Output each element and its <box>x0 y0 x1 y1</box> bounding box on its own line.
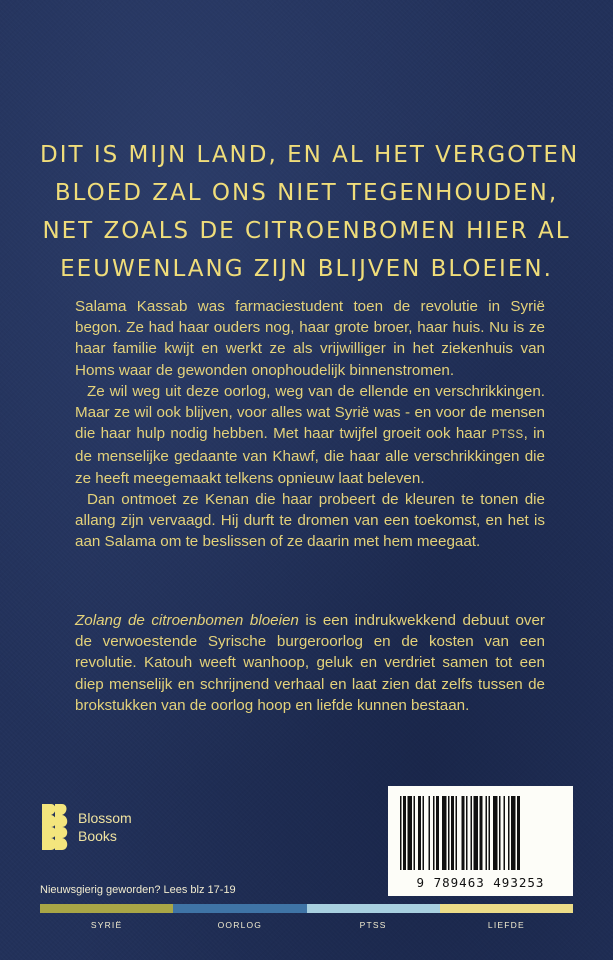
barcode-bar <box>480 796 483 870</box>
blossom-logo-icon <box>40 804 70 850</box>
barcode-bar <box>408 796 413 870</box>
blurb-paragraph: Salama Kassab was farmaciestudent toen de revolutie in Syrië begon. Ze had haar ouders nog, haar grote broer, haar huis. Nu is ze haar familie kwijt en werkt ze als vrijwilliger in het ziekenhuis van Homs waar de gewonden onophoudelijk binnenstromen. <box>75 298 545 379</box>
barcode-bar <box>436 796 439 870</box>
theme-label: PTSS <box>359 920 387 930</box>
theme-label: SYRIË <box>90 920 123 930</box>
barcode-bar <box>486 796 488 870</box>
review-paragraph <box>75 610 545 716</box>
theme-color-segment <box>40 904 173 913</box>
barcode-bar <box>462 796 465 870</box>
barcode-bar <box>504 796 506 870</box>
publisher-name-line: Blossom <box>78 810 132 826</box>
theme-label: OORLOG <box>217 920 263 930</box>
theme-label: LIEFDE <box>487 920 525 930</box>
barcode-bar <box>466 796 468 870</box>
barcode-bar <box>418 796 421 870</box>
blurb-text: Ze wil weg uit deze oorlog, weg van de ellende en verschrikkingen. Maar ze wil ook blijven, voor alles wat Syrië was - en voor de mensen die haar hulp nodig hebben. Met haar twijfel groeit ook haar <box>75 382 545 443</box>
book-title: Zolang de citroenbomen bloeien <box>75 612 299 629</box>
barcode-bar <box>508 796 510 870</box>
barcode-bar <box>517 796 520 870</box>
barcode-bar <box>414 796 416 870</box>
blurb-text: , in de menselijke gedaante van Khawf, die haar alle verschrikkingen die ze heeft meegemaakt telkens opnieuw laat beleven. <box>75 425 546 487</box>
barcode-bar <box>493 796 498 870</box>
quote-line: EEUWENLANG ZIJN BLIJVEN BLOEIEN. <box>60 256 553 282</box>
publisher-name <box>78 809 132 845</box>
barcode-bar <box>442 796 447 870</box>
review-text: is een indrukwekkend debuut over de verwoestende Syrische burgeroorlog en de kosten van een revolutie. Katouh weeft wanhoop, geluk en verdriet samen tot een diep menselijk en schrijnend verhaal en laat zien dat zelfs tussen de brokstukken van de oorlog hoop en liefde kunnen bestaan. <box>75 612 545 714</box>
barcode-bar <box>429 796 431 870</box>
quote-line: DIT IS MIJN LAND, EN AL HET VERGOTEN <box>40 142 580 168</box>
pull-quote <box>40 136 580 288</box>
blurb <box>75 296 545 552</box>
preview-note: Nieuwsgierig geworden? Lees blz 17-19 <box>40 884 236 896</box>
isbn-number: 9 789463 493253 <box>416 875 545 890</box>
barcode-bar <box>400 796 402 870</box>
barcode-bar <box>403 796 406 870</box>
blurb-paragraph <box>75 381 545 489</box>
barcode-bar <box>448 796 450 870</box>
barcode-bars <box>400 796 561 870</box>
barcode-bar <box>423 796 425 870</box>
theme-color-segment <box>173 904 306 913</box>
blurb-paragraph: Dan ontmoet ze Kenan die haar probeert de kleuren te tonen die allang zijn vervaagd. Hij durft te dromen van een toekomst, en het is aan Salama om te beslissen of ze daarin met hem meegaat. <box>75 490 545 551</box>
theme-color-bar <box>40 904 573 913</box>
theme-labels <box>40 920 573 930</box>
barcode-bar <box>499 796 501 870</box>
theme-color-segment <box>440 904 573 913</box>
barcode-bar <box>474 796 479 870</box>
publisher-logo <box>40 804 132 850</box>
review <box>75 610 545 716</box>
barcode-bar <box>471 796 473 870</box>
barcode-bar <box>456 796 458 870</box>
theme-color-segment <box>307 904 440 913</box>
isbn-barcode <box>388 786 573 896</box>
ptss-abbreviation: PTSS <box>491 429 524 442</box>
barcode-bar <box>489 796 491 870</box>
barcode-bar <box>451 796 454 870</box>
quote-line: NET ZOALS DE CITROENBOMEN HIER AL <box>42 218 571 244</box>
barcode-bar <box>433 796 435 870</box>
quote-line: BLOED ZAL ONS NIET TEGENHOUDEN, <box>54 180 559 206</box>
publisher-name-line: Books <box>78 828 117 844</box>
barcode-bar <box>511 796 516 870</box>
